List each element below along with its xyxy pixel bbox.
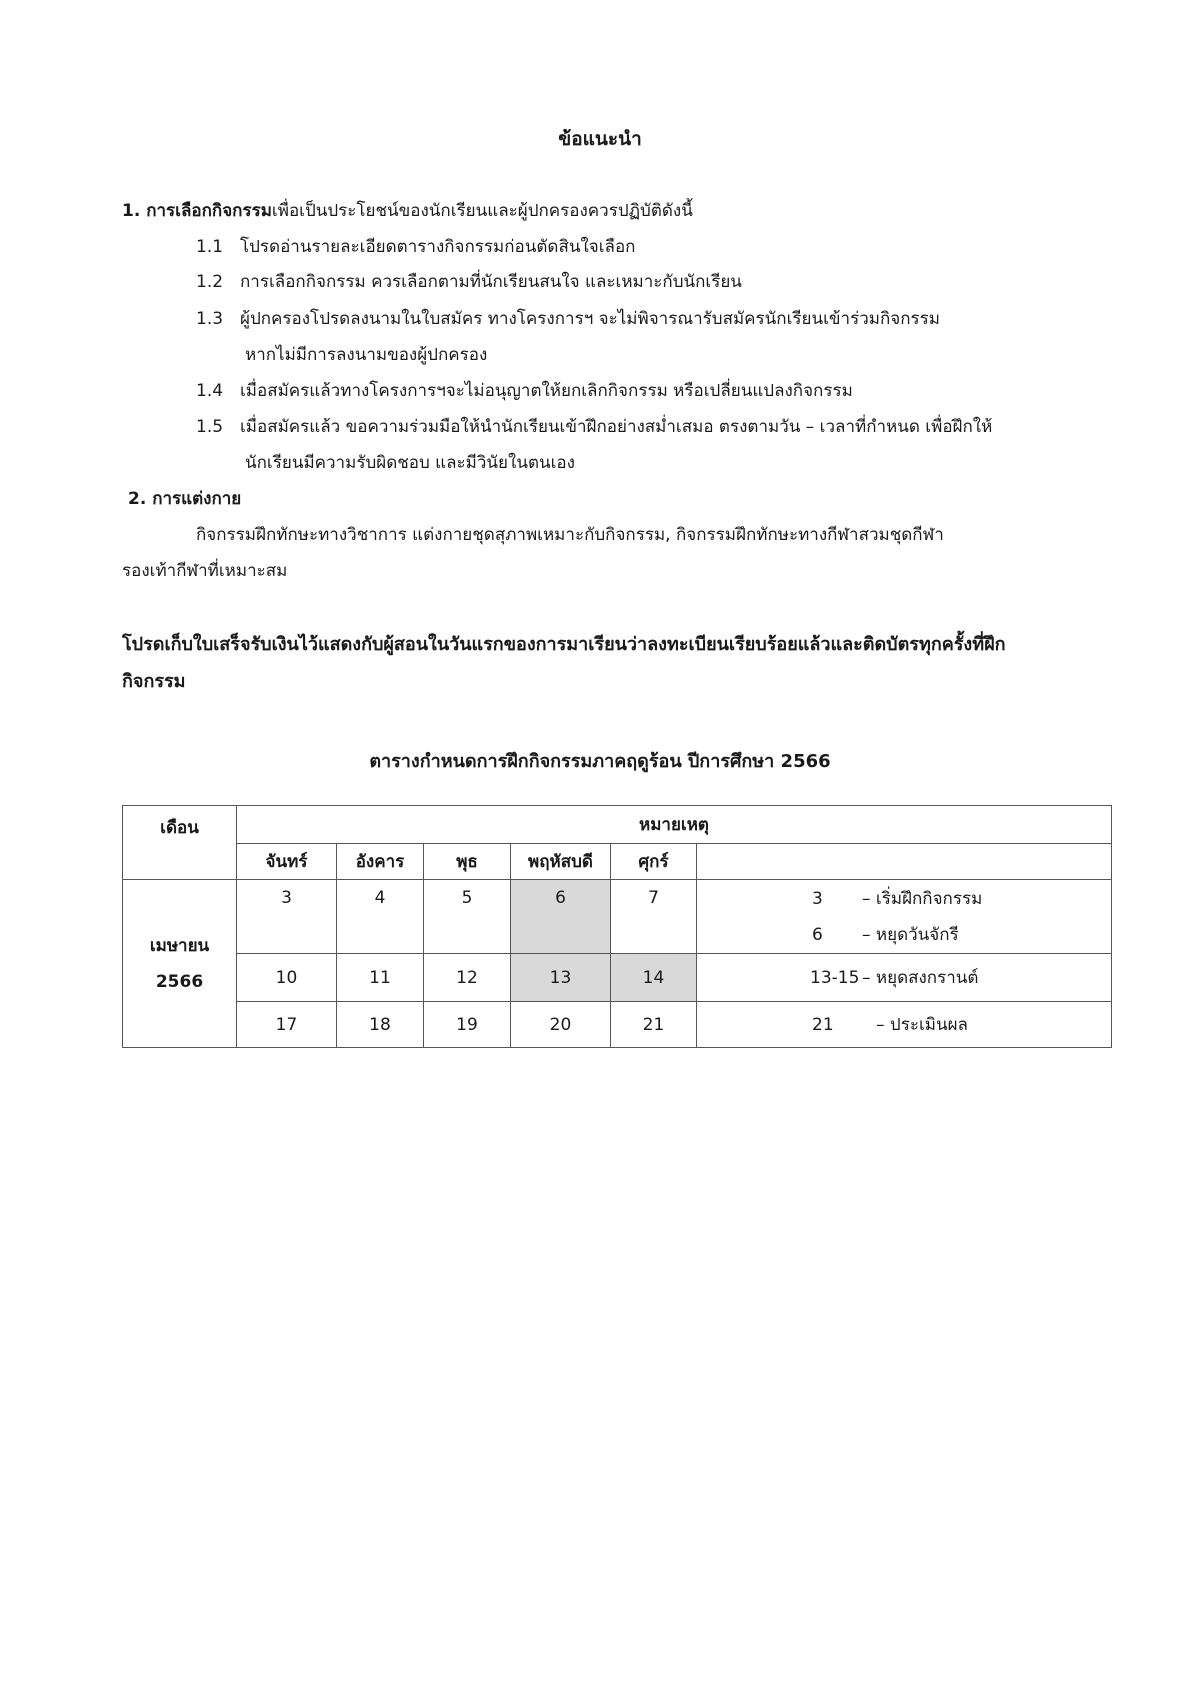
section2-heading: 2. การแต่งกาย xyxy=(128,489,242,509)
notice-line1: โปรดเก็บใบเสร็จรับเงินไว้แสดงกับผู้สอนในวันแรกของการมาเรียนว่าลงทะเบียนเรียบร้อยแล้วและติดบัตรทุกครั้งที่ฝึก xyxy=(122,634,1006,655)
date-cell: 18 xyxy=(337,1002,424,1048)
date-cell: 17 xyxy=(237,1002,337,1048)
date-cell: 10 xyxy=(237,954,337,1002)
month-year: 2566 xyxy=(155,971,204,992)
date-cell: 5 xyxy=(424,880,511,954)
section1-heading-line xyxy=(122,197,693,224)
note-cell: 13-15 – หยุดสงกรานต์ xyxy=(697,954,1112,1002)
date-cell-holiday: 14 xyxy=(611,954,697,1002)
date-cell: 7 xyxy=(611,880,697,954)
header-day-thu: พฤหัสบดี xyxy=(511,844,611,880)
date-cell: 20 xyxy=(511,1002,611,1048)
month-cell xyxy=(123,880,237,1048)
note-cell: 3 – เริ่มฝึกกิจกรรม xyxy=(697,880,1112,917)
note-cell: 6 – หยุดวันจักรี xyxy=(697,917,1112,954)
list-item: 1.4 เมื่อสมัครแล้วทางโครงการฯจะไม่อนุญาตให้ยกเลิกกิจกรรม หรือเปลี่ยนแปลงกิจกรรม xyxy=(196,381,853,401)
note-cell: 21 – ประเมินผล xyxy=(697,1002,1112,1048)
page-title: ข้อแนะนำ xyxy=(558,128,642,150)
section2-text-line1: กิจกรรมฝึกทักษะทางวิชาการ แต่งกายชุดสุภาพเหมาะกับกิจกรรม, กิจกรรมฝึกทักษะทางกีฬาสวมชุดกีฬา xyxy=(196,525,944,545)
date-cell: 4 xyxy=(337,880,424,954)
date-cell: 11 xyxy=(337,954,424,1002)
section2-text-line2: รองเท้ากีฬาที่เหมาะสม xyxy=(122,561,288,581)
header-day-fri: ศุกร์ xyxy=(611,844,697,880)
header-month: เดือน xyxy=(123,806,237,880)
list-item: 1.5 เมื่อสมัครแล้ว ขอความร่วมมือให้นำนักเรียนเข้าฝึกอย่างสม่ำเสมอ ตรงตามวัน – เวลาที่กำหนด เพื่อฝึกให้ xyxy=(196,417,993,437)
list-item: 1.1 โปรดอ่านรายละเอียดตารางกิจกรรมก่อนตัดสินใจเลือก xyxy=(196,237,636,257)
date-cell: 3 xyxy=(237,880,337,954)
date-cell-holiday: 6 xyxy=(511,880,611,954)
header-day-wed: พุธ xyxy=(424,844,511,880)
list-item: 1.2 การเลือกกิจกรรม ควรเลือกตามที่นักเรียนสนใจ และเหมาะกับนักเรียน xyxy=(196,272,742,292)
table-row xyxy=(123,880,1112,917)
section1-heading: 1. การเลือกกิจกรรม xyxy=(122,201,272,221)
schedule-table xyxy=(122,805,1112,1048)
month-name: เมษายน xyxy=(149,935,210,956)
header-day-tue: อังคาร xyxy=(337,844,424,880)
date-cell-holiday: 13 xyxy=(511,954,611,1002)
table-row xyxy=(123,954,1112,1002)
notice-line2: กิจกรรม xyxy=(122,671,186,692)
header-blank xyxy=(697,844,1112,880)
list-item-continuation: นักเรียนมีความรับผิดชอบ และมีวินัยในตนเอง xyxy=(245,453,575,473)
header-day-mon: จันทร์ xyxy=(237,844,337,880)
date-cell: 19 xyxy=(424,1002,511,1048)
table-row xyxy=(123,1002,1112,1048)
list-item: 1.3 ผู้ปกครองโปรดลงนามในใบสมัคร ทางโครงการฯ จะไม่พิจารณารับสมัครนักเรียนเข้าร่วมกิจกรรม xyxy=(196,309,940,329)
date-cell: 12 xyxy=(424,954,511,1002)
table-title: ตารางกำหนดการฝึกกิจกรรมภาคฤดูร้อน ปีการศึกษา 2566 xyxy=(369,751,831,772)
list-item-continuation: หากไม่มีการลงนามของผู้ปกครอง xyxy=(245,345,488,365)
date-cell: 21 xyxy=(611,1002,697,1048)
header-note: หมายเหตุ xyxy=(237,806,1112,844)
section1-heading-rest: เพื่อเป็นประโยชน์ของนักเรียนและผู้ปกครองควรปฏิบัติดังนี้ xyxy=(271,201,693,221)
